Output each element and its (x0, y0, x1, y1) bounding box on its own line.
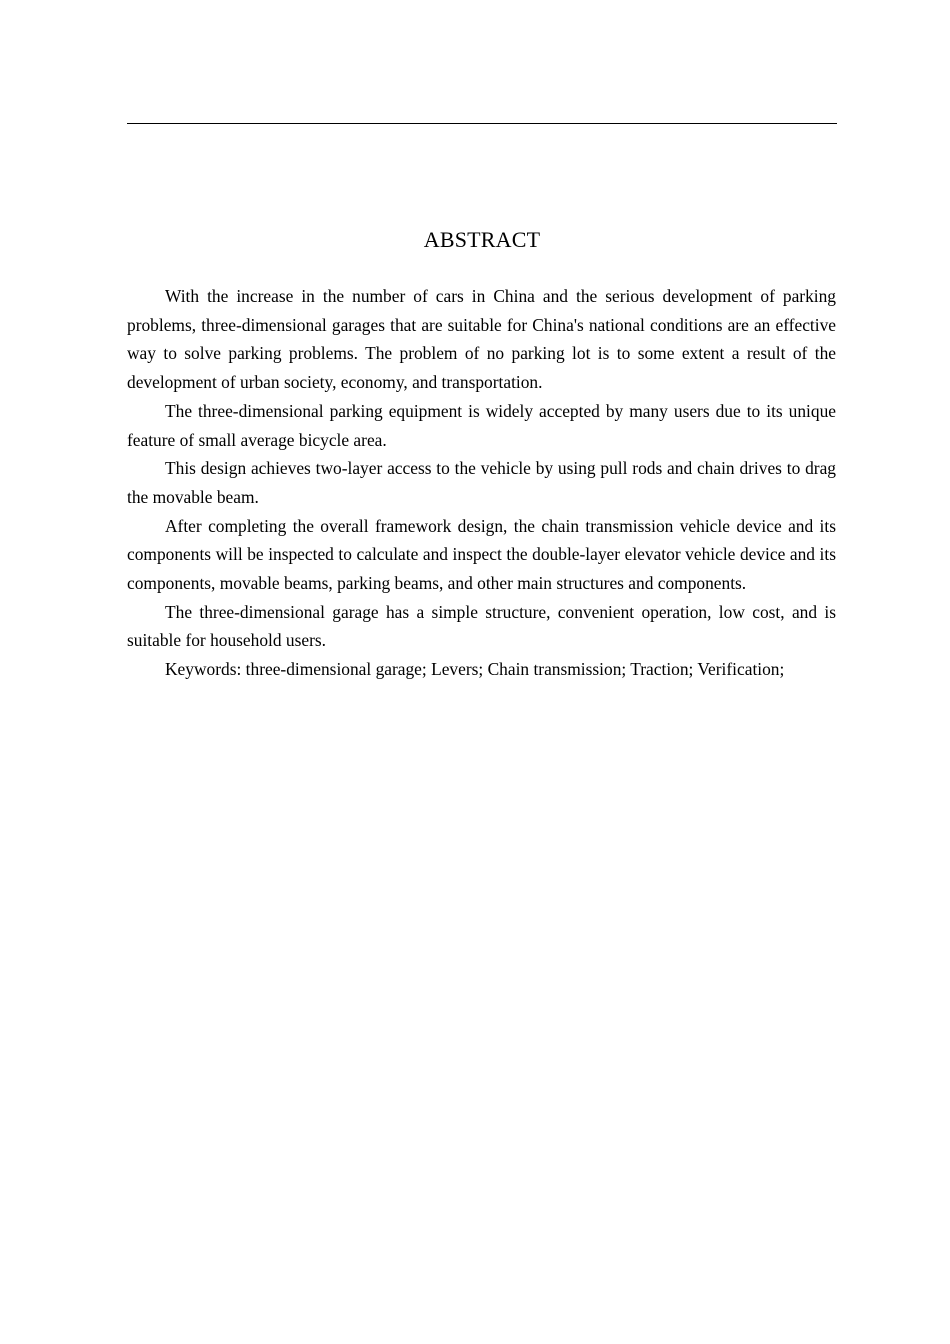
header-rule (127, 123, 837, 124)
abstract-paragraph-5: The three-dimensional garage has a simple structure, convenient operation, low cost, and is suitable for household users. (127, 601, 836, 651)
keywords-paragraph: Keywords: three-dimensional garage; Levers; Chain transmission; Traction; Verification; (165, 659, 785, 680)
abstract-body (127, 282, 836, 684)
abstract-paragraph-2: The three-dimensional parking equipment is widely accepted by many users due to its unique feature of small average bicycle area. (127, 400, 836, 450)
abstract-title: ABSTRACT (423, 227, 541, 252)
abstract-paragraph-4: After completing the overall framework design, the chain transmission vehicle device and its components will be inspected to calculate and inspect the double-layer elevator vehicle device and its components, movable beams, parking beams, and other main structures and components. (127, 515, 836, 594)
abstract-paragraph-1: With the increase in the number of cars in China and the serious development of parking problems, three-dimensional garages that are suitable for China's national conditions are an effective way to solve parking problems. The problem of no parking lot is to some extent a result of the development of urban society, economy, and transportation. (127, 286, 836, 393)
abstract-paragraph-3: This design achieves two-layer access to the vehicle by using pull rods and chain drives to drag the movable beam. (127, 458, 836, 507)
